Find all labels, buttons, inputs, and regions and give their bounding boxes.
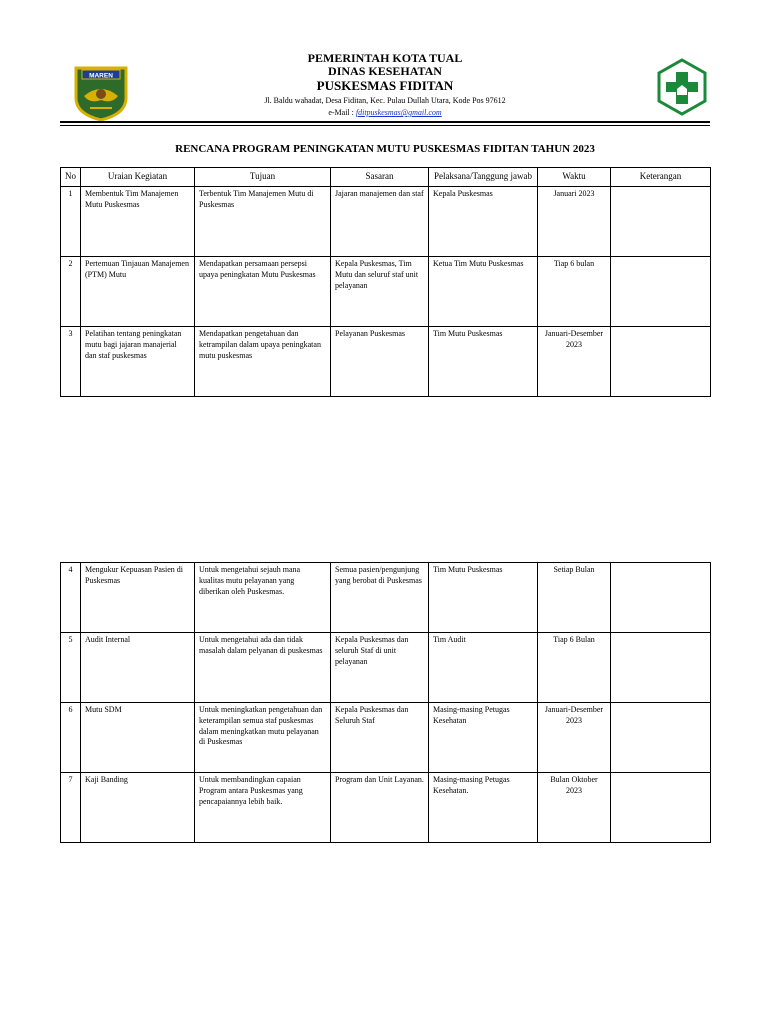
kota-tual-emblem bbox=[72, 64, 130, 122]
col-keterangan: Keterangan bbox=[611, 168, 711, 187]
cell-sasaran: Program dan Unit Layanan. bbox=[331, 773, 429, 843]
cell-uraian: Membentuk Tim Manajemen Mutu Puskesmas bbox=[81, 187, 195, 257]
cell-sasaran: Kepala Puskesmas, Tim Mutu dan seluruf staf unit pelayanan bbox=[331, 257, 429, 327]
header-address: Jl. Baldu wahadat, Desa Fiditan, Kec. Pulau Dullah Utara, Kode Pos 97612 bbox=[264, 96, 506, 105]
cell-keterangan bbox=[611, 187, 711, 257]
col-tujuan: Tujuan bbox=[195, 168, 331, 187]
program-table-page2 bbox=[60, 562, 711, 843]
cell-pelaksana: Ketua Tim Mutu Puskesmas bbox=[429, 257, 538, 327]
header-government: PEMERINTAH KOTA TUAL bbox=[307, 51, 463, 65]
cell-keterangan bbox=[611, 633, 711, 703]
cell-waktu: Januari-Desember 2023 bbox=[538, 327, 611, 397]
cell-no: 2 bbox=[61, 257, 81, 327]
cell-sasaran: Pelayanan Puskesmas bbox=[331, 327, 429, 397]
cell-uraian: Pertemuan Tinjauan Manajemen (PTM) Mutu bbox=[81, 257, 195, 327]
cell-waktu: Setiap Bulan bbox=[538, 563, 611, 633]
table-row bbox=[61, 703, 711, 773]
emblem-label: MAREN bbox=[89, 72, 113, 80]
cell-uraian: Kaji Banding bbox=[81, 773, 195, 843]
col-pelaksana: Pelaksana/Tanggung jawab bbox=[429, 168, 538, 187]
cell-sasaran: Jajaran manajemen dan staf bbox=[331, 187, 429, 257]
table-row bbox=[61, 773, 711, 843]
cell-no: 3 bbox=[61, 327, 81, 397]
table-row bbox=[61, 633, 711, 703]
cell-no: 6 bbox=[61, 703, 81, 773]
cell-keterangan bbox=[611, 773, 711, 843]
cell-tujuan: Untuk mengetahui ada dan tidak masalah dalam pelyanan di puskesmas bbox=[195, 633, 331, 703]
table-row bbox=[61, 187, 711, 257]
cell-keterangan bbox=[611, 703, 711, 773]
cell-no: 5 bbox=[61, 633, 81, 703]
cell-no: 4 bbox=[61, 563, 81, 633]
cell-waktu: Bulan Oktober 2023 bbox=[538, 773, 611, 843]
document-title: RENCANA PROGRAM PENINGKATAN MUTU PUSKESMAS FIDITAN TAHUN 2023 bbox=[175, 143, 595, 155]
col-uraian: Uraian Kegiatan bbox=[81, 168, 195, 187]
header-institution: PUSKESMAS FIDITAN bbox=[316, 78, 454, 93]
program-table-page1 bbox=[60, 167, 711, 397]
cell-waktu: Januari-Desember 2023 bbox=[538, 703, 611, 773]
cell-tujuan: Mendapatkan persamaan persepsi upaya peningkatan Mutu Puskesmas bbox=[195, 257, 331, 327]
col-waktu: Waktu bbox=[538, 168, 611, 187]
cell-no: 7 bbox=[61, 773, 81, 843]
cell-no: 1 bbox=[61, 187, 81, 257]
cell-tujuan: Terbentuk Tim Manajemen Mutu di Puskesmas bbox=[195, 187, 331, 257]
cell-tujuan: Untuk meningkatkan pengetahuan dan keterampilan semua staf puskesmas dalam meningkatkan mutu pelayanan di Puskesmas bbox=[195, 703, 331, 773]
cell-pelaksana: Tim Mutu Puskesmas bbox=[429, 563, 538, 633]
puskesmas-logo bbox=[657, 58, 707, 116]
header-email bbox=[200, 108, 570, 117]
cell-waktu: Tiap 6 Bulan bbox=[538, 633, 611, 703]
cell-pelaksana: Masing-masing Petugas Kesehatan. bbox=[429, 773, 538, 843]
table-header-row bbox=[61, 168, 711, 187]
cell-uraian: Mengukur Kepuasan Pasien di Puskesmas bbox=[81, 563, 195, 633]
cell-pelaksana: Tim Mutu Puskesmas bbox=[429, 327, 538, 397]
cell-sasaran: Kepala Puskesmas dan seluruh Staf di unit pelayanan bbox=[331, 633, 429, 703]
cell-tujuan: Untuk membandingkan capaian Program antara Puskesmas yang pencapaiannya lebih baik. bbox=[195, 773, 331, 843]
cell-tujuan: Untuk mengetahui sejauh mana kualitas mutu pelayanan yang diberikan oleh Puskesmas. bbox=[195, 563, 331, 633]
cell-keterangan bbox=[611, 327, 711, 397]
cell-pelaksana: Tim Audit bbox=[429, 633, 538, 703]
cell-tujuan: Mendapatkan pengetahuan dan ketrampilan dalam upaya peningkatan mutu puskesmas bbox=[195, 327, 331, 397]
cell-uraian: Mutu SDM bbox=[81, 703, 195, 773]
cell-waktu: Januari 2023 bbox=[538, 187, 611, 257]
col-sasaran: Sasaran bbox=[331, 168, 429, 187]
cell-keterangan bbox=[611, 257, 711, 327]
cell-sasaran: Semua pasien/pengunjung yang berobat di Puskesmas bbox=[331, 563, 429, 633]
email-link[interactable]: fditpuskesmas@gmail.com bbox=[355, 108, 442, 117]
cell-uraian: Pelatihan tentang peningkatan mutu bagi jajaran manajerial dan staf puskesmas bbox=[81, 327, 195, 397]
cell-waktu: Tiap 6 bulan bbox=[538, 257, 611, 327]
email-label: e-Mail : bbox=[328, 108, 356, 117]
cell-uraian: Audit Internal bbox=[81, 633, 195, 703]
table-row bbox=[61, 327, 711, 397]
header-department: DINAS KESEHATAN bbox=[328, 64, 442, 78]
col-no: No bbox=[61, 168, 81, 187]
header-rule-thin bbox=[60, 125, 710, 126]
cell-sasaran: Kepala Puskesmas dan Seluruh Staf bbox=[331, 703, 429, 773]
cell-keterangan bbox=[611, 563, 711, 633]
header-rule-thick bbox=[60, 121, 710, 123]
cell-pelaksana: Kepala Puskesmas bbox=[429, 187, 538, 257]
cell-pelaksana: Masing-masing Petugas Kesehatan bbox=[429, 703, 538, 773]
table-row bbox=[61, 257, 711, 327]
table-row bbox=[61, 563, 711, 633]
